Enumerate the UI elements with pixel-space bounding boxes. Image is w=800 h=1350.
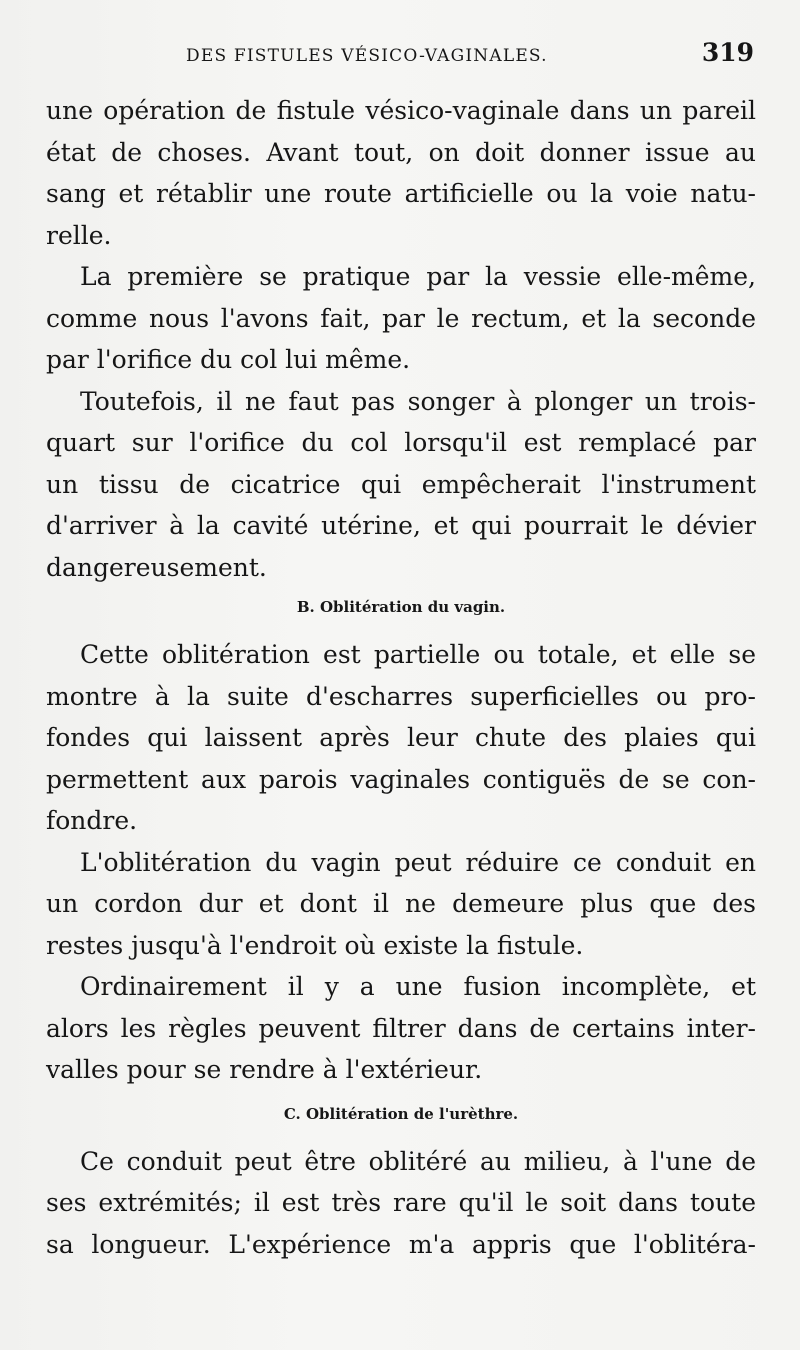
- section-heading-b: B. Oblitération du vagin.: [296, 598, 506, 616]
- paragraph-6: [46, 966, 756, 1091]
- section-heading-c: C. Oblitération de l'urèthre.: [283, 1104, 519, 1123]
- running-head: [46, 38, 756, 74]
- text-line: sa longueur. L'expérience m'a appris que l'oblitéra-: [46, 1229, 756, 1259]
- body-text: [46, 90, 756, 1265]
- text-line: une opération de fistule vésico-vaginale dans un pareil: [46, 96, 756, 125]
- text-line: par l'orifice du col lui même.: [46, 345, 411, 374]
- text-line: valles pour se rendre à l'extérieur.: [46, 1055, 483, 1084]
- paragraph-3: [46, 381, 756, 589]
- running-head-title: DES FISTULES VÉSICO-VAGINALES.: [186, 46, 548, 66]
- text-line: sang et rétablir une route artificielle ou la voie natu-: [46, 179, 756, 208]
- text-line: fondes qui laissent après leur chute des plaies qui: [46, 723, 756, 752]
- text-line: un cordon dur et dont il ne demeure plus que des: [46, 889, 756, 918]
- paragraph-2: [46, 256, 756, 381]
- text-line: La première se pratique par la vessie elle-même,: [80, 262, 756, 291]
- text-line: un tissu de cicatrice qui empêcherait l'instrument: [46, 469, 756, 499]
- text-line: permettent aux parois vaginales contiguës de se con-: [46, 764, 756, 794]
- text-line: Ce conduit peut être oblitéré au milieu, à l'une de: [80, 1146, 756, 1176]
- paragraph-4: [46, 634, 756, 842]
- text-line: dangereusement.: [46, 552, 267, 582]
- text-line: alors les règles peuvent filtrer dans de certains inter-: [46, 1013, 756, 1043]
- paragraph-7: [46, 1141, 756, 1266]
- text-line: relle.: [46, 220, 112, 250]
- text-line: ses extrémités; il est très rare qu'il le soit dans toute: [46, 1188, 756, 1217]
- text-line: Toutefois, il ne faut pas songer à plonger un trois-: [80, 386, 756, 416]
- text-line: quart sur l'orifice du col lorsqu'il est remplacé par: [46, 428, 756, 457]
- text-line: Ordinairement il y a une fusion incomplète, et: [80, 972, 756, 1001]
- text-line: d'arriver à la cavité utérine, et qui pourrait le dévier: [46, 511, 756, 540]
- text-line: comme nous l'avons fait, par le rectum, et la seconde: [46, 303, 756, 333]
- text-line: restes jusqu'à l'endroit où existe la fistule.: [46, 930, 584, 960]
- paragraph-5: [46, 842, 756, 967]
- text-line: montre à la suite d'escharres superficielles ou pro-: [46, 681, 756, 711]
- text-line: Cette oblitération est partielle ou totale, et elle se: [80, 640, 756, 669]
- paragraph-1: [46, 90, 756, 256]
- text-line: fondre.: [46, 806, 138, 835]
- text-line: L'oblitération du vagin peut réduire ce conduit en: [80, 847, 756, 877]
- page-number: 319: [701, 38, 754, 67]
- text-line: état de choses. Avant tout, on doit donner issue au: [46, 137, 756, 167]
